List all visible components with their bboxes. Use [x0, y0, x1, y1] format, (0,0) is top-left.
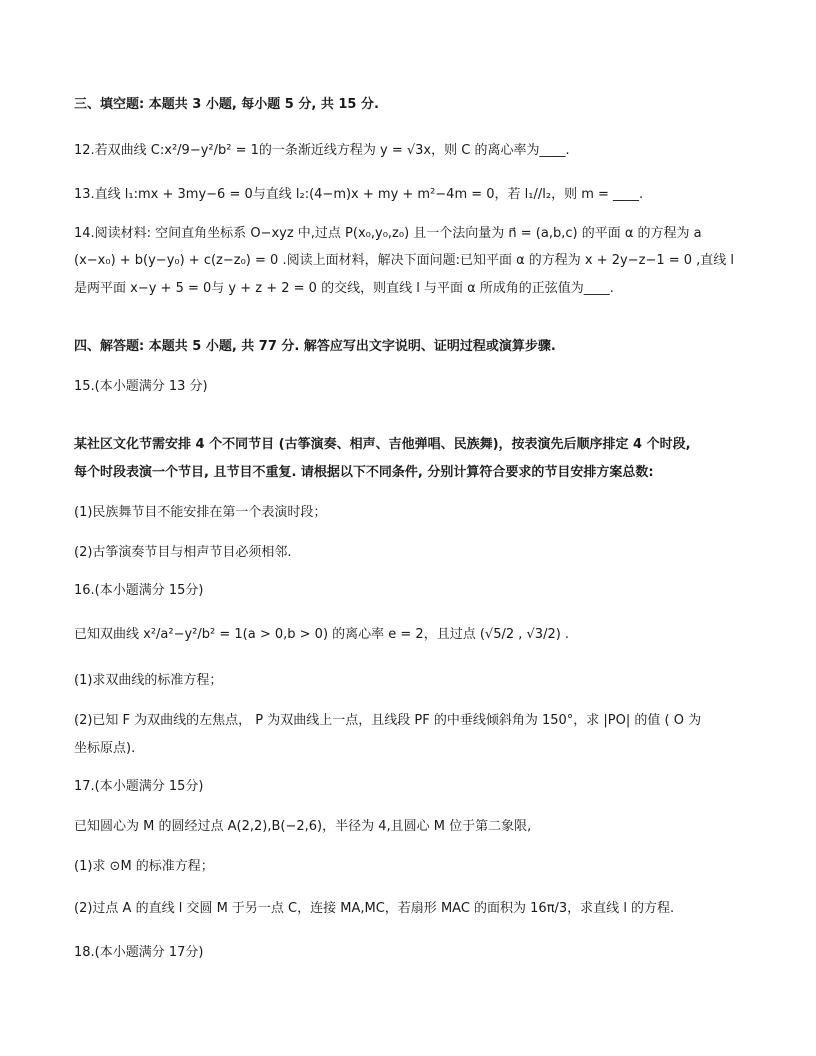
question-15-part1: (1)民族舞节目不能安排在第一个表演时段；	[74, 505, 327, 520]
question-15-part2: (2)古筝演奏节目与相声节目必须相邻.	[74, 545, 292, 560]
question-15-title: 15.(本小题满分 13 分)	[74, 379, 208, 394]
question-17-part1: (1)求 ⊙M 的标准方程；	[74, 859, 214, 874]
question-16-part2-line1: (2)已知 F 为双曲线的左焦点， P 为双曲线上一点，且线段 PF 的中垂线倾斜角为 150°，求 |PO| 的值 ( O 为	[74, 713, 702, 728]
question-16-stem: 已知双曲线 x²/a²−y²/b² = 1(a > 0,b > 0) 的离心率 e = 2，且过点 (√5/2 , √3/2) .	[74, 627, 570, 642]
question-17-title: 17.(本小题满分 15分)	[74, 779, 204, 794]
section4-heading: 四、解答题: 本题共 5 小题, 共 77 分. 解答应写出文字说明、证明过程或演算步骤.	[74, 339, 556, 354]
question-17-stem: 已知圆心为 M 的圆经过点 A(2,2),B(−2,6)，半径为 4,且圆心 M 位于第二象限,	[74, 819, 532, 834]
question-14-line1: 14.阅读材料: 空间直角坐标系 O−xyz 中,过点 P(x₀,y₀,z₀) 且一个法向量为 n⃗ = (a,b,c) 的平面 α 的方程为 a	[74, 226, 702, 241]
question-16-title: 16.(本小题满分 15分)	[74, 583, 204, 598]
question-14-line3: 是两平面 x−y + 5 = 0与 y + z + 2 = 0 的交线，则直线 l 与平面 α 所成角的正弦值为____.	[74, 281, 614, 296]
question-13: 13.直线 l₁:mx + 3my−6 = 0与直线 l₂:(4−m)x + my + m²−4m = 0，若 l₁//l₂，则 m = ____.	[74, 187, 644, 202]
question-16-part2-line2: 坐标原点).	[74, 741, 136, 756]
question-18-title: 18.(本小题满分 17分)	[74, 945, 204, 960]
question-16-part1: (1)求双曲线的标准方程；	[74, 673, 223, 688]
section3-heading: 三、填空题: 本题共 3 小题, 每小题 5 分, 共 15 分.	[74, 97, 379, 112]
question-17-part2: (2)过点 A 的直线 l 交圆 M 于另一点 C，连接 MA,MC，若扇形 MAC 的面积为 16π/3，求直线 l 的方程.	[74, 901, 675, 916]
question-12: 12.若双曲线 C:x²/9−y²/b² = 1的一条渐近线方程为 y = √3x，则 C 的离心率为____.	[74, 143, 570, 158]
question-15-stem-line2: 每个时段表演一个节目, 且节目不重复. 请根据以下不同条件, 分别计算符合要求的节目安排方案总数:	[74, 465, 654, 480]
question-14-line2: (x−x₀) + b(y−y₀) + c(z−z₀) = 0 .阅读上面材料，解决下面问题:已知平面 α 的方程为 x + 2y−z−1 = 0 ,直线 l	[74, 253, 735, 268]
question-15-stem-line1: 某社区文化节需安排 4 个不同节目 (古筝演奏、相声、吉他弹唱、民族舞)，按表演先后顺序排定 4 个时段,	[74, 437, 691, 452]
